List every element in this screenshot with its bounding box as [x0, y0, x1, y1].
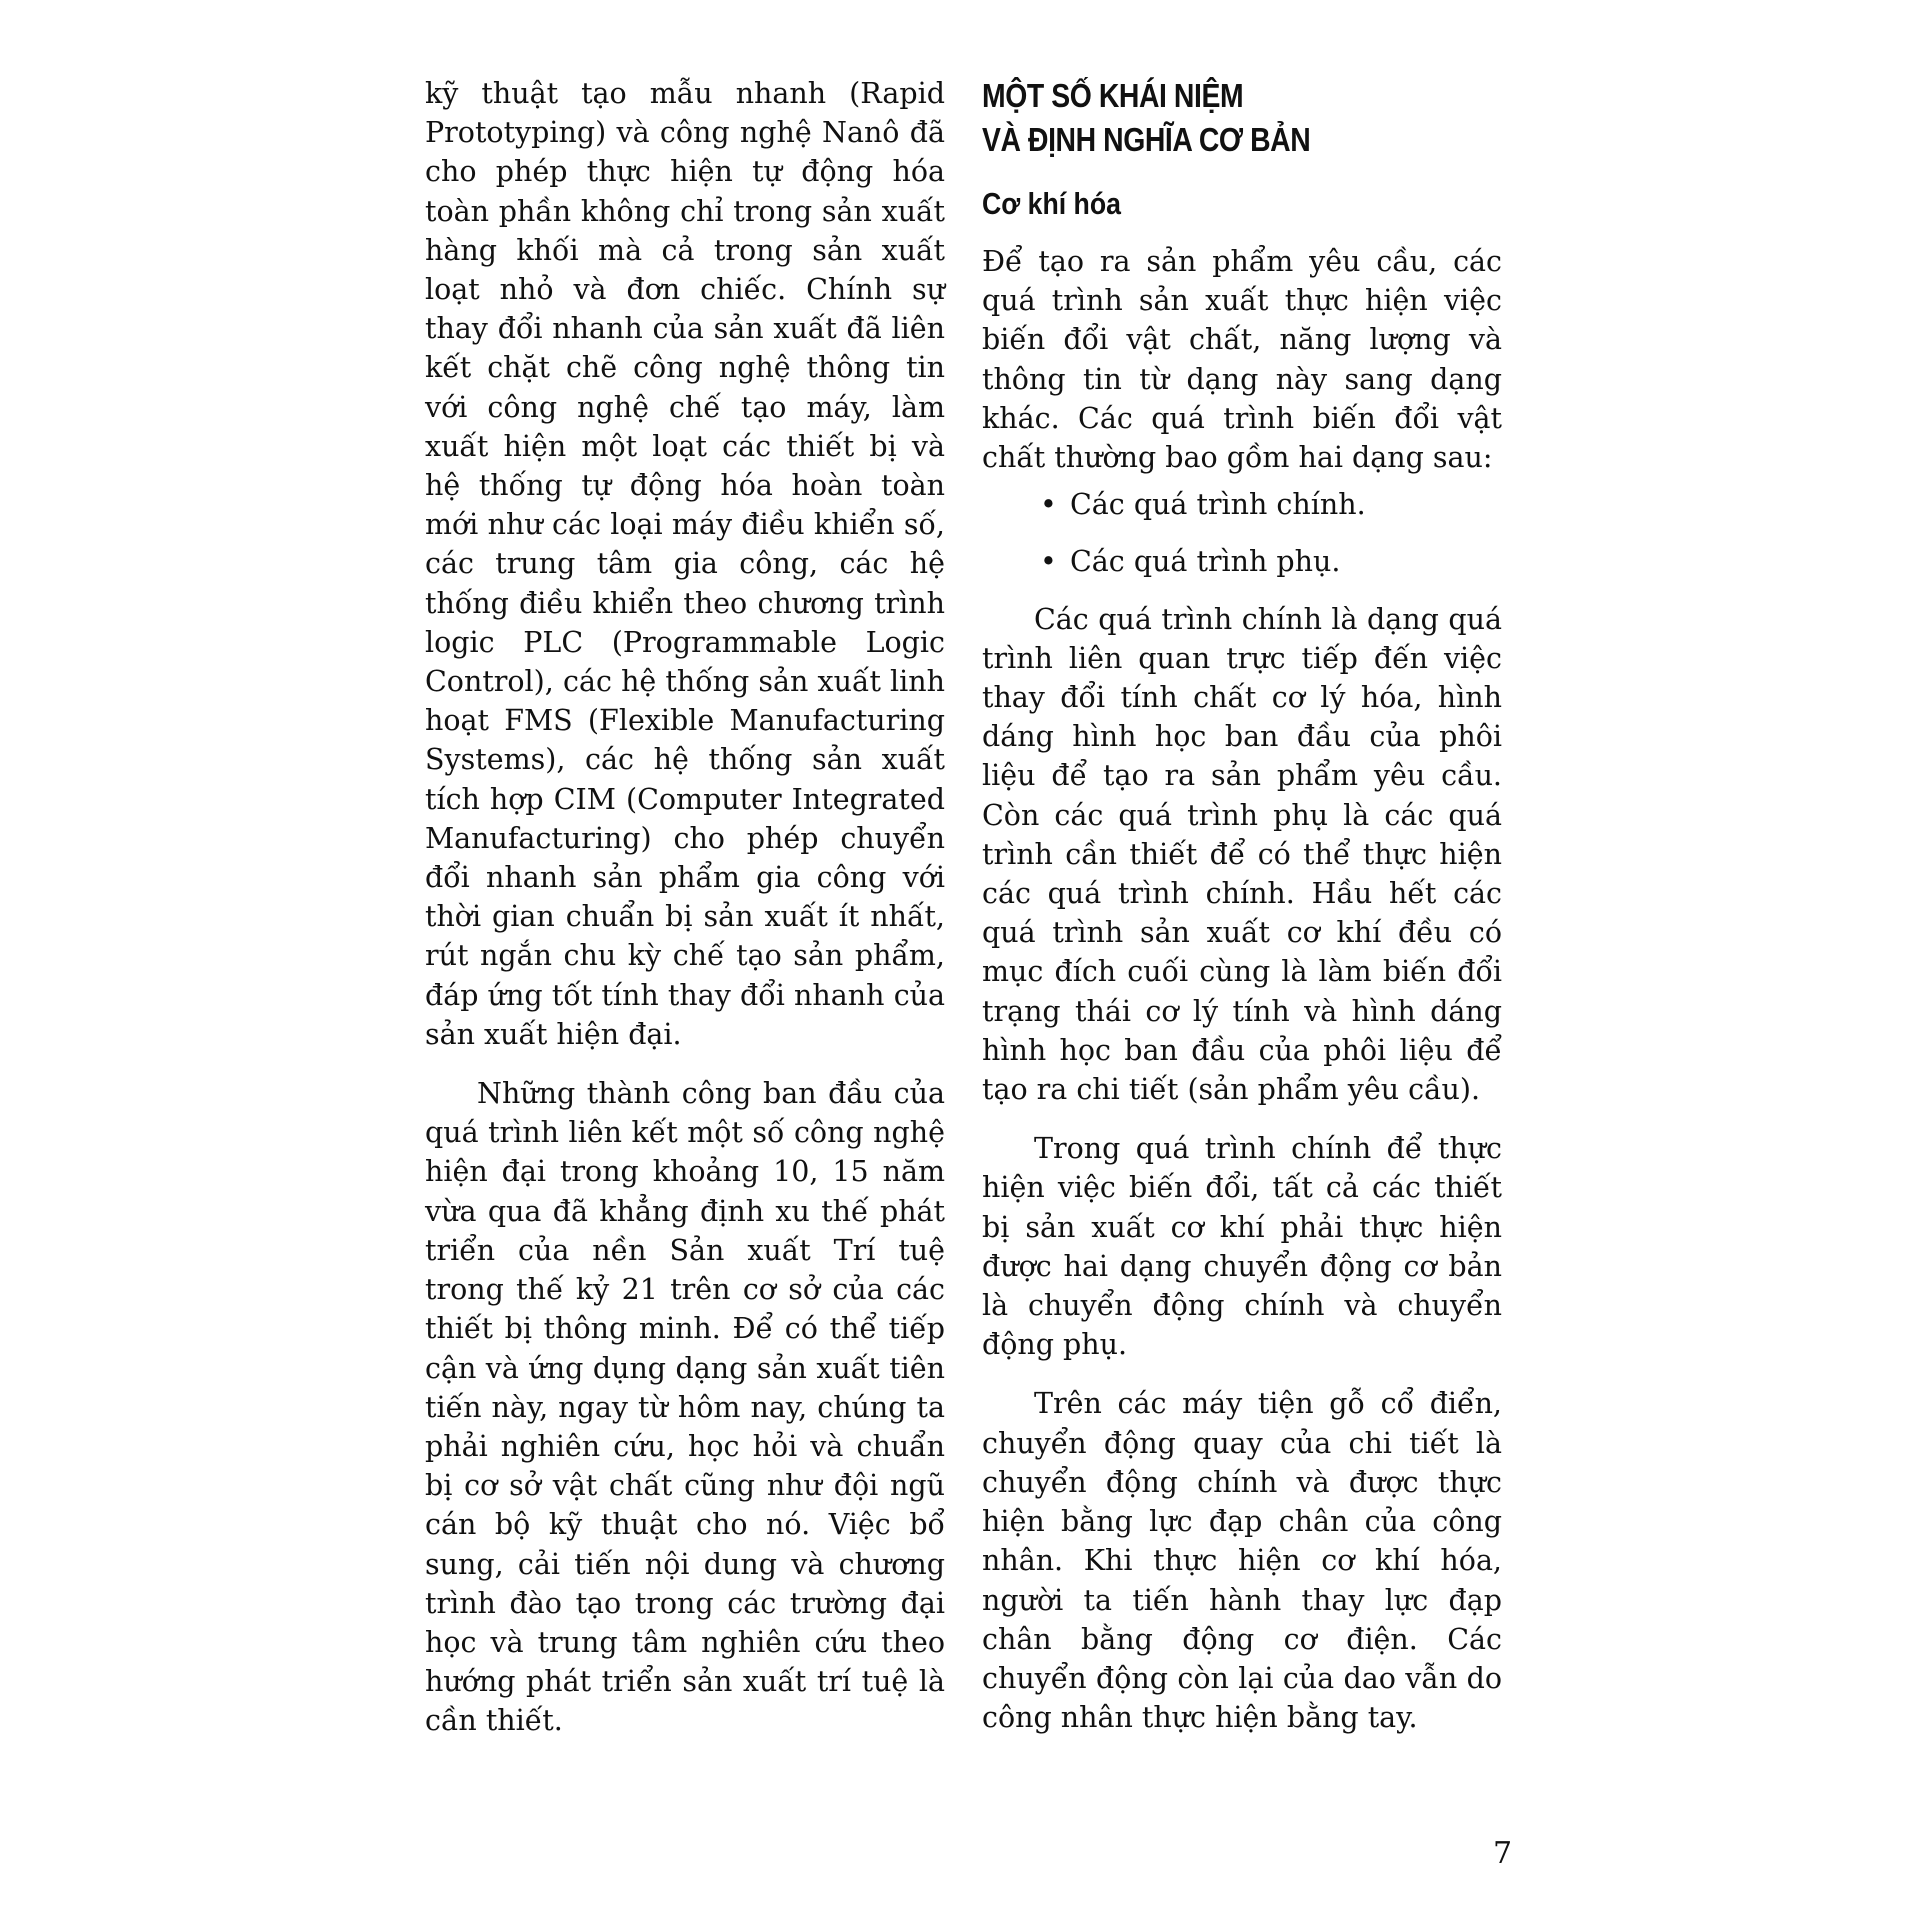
section-heading-line-1: MỘT SỐ KHÁI NIỆM — [982, 77, 1244, 114]
list-item-text: Các quá trình phụ. — [1070, 545, 1341, 579]
left-paragraph-1: kỹ thuật tạo mẫu nhanh (Rapid Prototyping) và công nghệ Nanô đã cho phép thực hiện tự động hóa toàn phần không chỉ trong sản xuất hàng khối mà cả trong sản xuất loạt nhỏ và đơn chiếc. Chính sự thay đổi nhanh của sản xuất đã liên kết chặt chẽ công nghệ thông tin với công nghệ chế tạo máy, làm xuất hiện một loạt các thiết bị và hệ thống tự động hóa hoàn toàn mới như các loại máy điều khiển số, các trung tâm gia công, các hệ thống điều khiển theo chương trình logic PLC (Programmable Logic Control), các hệ thống sản xuất linh hoạt FMS (Flexible Manufacturing Systems), các hệ thống sản xuất tích hợp CIM (Computer Integrated Manufacturing) cho phép chuyển đổi nhanh sản phẩm gia công với thời gian chuẩn bị sản xuất ít nhất, rút ngắn chu kỳ chế tạo sản phẩm, đáp ứng tốt tính thay đổi nhanh của sản xuất hiện đại. — [425, 77, 945, 1051]
bullet-icon: • — [1040, 488, 1057, 522]
bullet-icon: • — [1040, 545, 1057, 579]
left-paragraph-2: Những thành công ban đầu của quá trình liên kết một số công nghệ hiện đại trong khoảng 10, 15 năm vừa qua đã khẳng định xu thế phát triển của nền Sản xuất Trí tuệ trong thế kỷ 21 trên cơ sở của các thiết bị thông minh. Để có thể tiếp cận và ứng dụng dạng sản xuất tiên tiến này, ngay từ hôm nay, chúng ta phải nghiên cứu, học hỏi và chuẩn bị cơ sở vật chất cũng như đội ngũ cán bộ kỹ thuật cho nó. Việc bổ sung, cải tiến nội dung và chương trình đào tạo trong các trường đại học và trung tâm nghiên cứu theo hướng phát triển sản xuất trí tuệ là cần thiết. — [425, 1077, 945, 1738]
right-paragraph-1: Để tạo ra sản phẩm yêu cầu, các quá trình sản xuất thực hiện việc biến đổi vật chất, năng lượng và thông tin từ dạng này sang dạng khác. Các quá trình biến đổi vật chất thường bao gồm hai dạng sau: — [982, 245, 1502, 475]
left-column — [425, 74, 945, 1741]
section-heading-line-2: VÀ ĐỊNH NGHĨA CƠ BẢN — [982, 121, 1311, 158]
page-number: 7 — [1493, 1836, 1513, 1871]
list-item — [982, 542, 1502, 581]
list-item — [982, 485, 1502, 524]
right-column — [982, 74, 1502, 1737]
process-bullet-list — [982, 485, 1502, 581]
list-item-text: Các quá trình chính. — [1070, 488, 1366, 522]
right-paragraph-3: Trong quá trình chính để thực hiện việc biến đổi, tất cả các thiết bị sản xuất cơ khí phải thực hiện được hai dạng chuyển động cơ bản là chuyển động chính và chuyển động phụ. — [982, 1132, 1502, 1362]
subsection-heading: Cơ khí hóa — [982, 186, 1121, 221]
right-paragraph-4: Trên các máy tiện gỗ cổ điển, chuyển động quay của chi tiết là chuyển động chính và được thực hiện bằng lực đạp chân của công nhân. Khi thực hiện cơ khí hóa, người ta tiến hành thay lực đạp chân bằng động cơ điện. Các chuyển động còn lại của dao vẫn do công nhân thực hiện bằng tay. — [982, 1387, 1502, 1735]
section-heading — [982, 74, 1502, 162]
right-paragraph-2: Các quá trình chính là dạng quá trình liên quan trực tiếp đến việc thay đổi tính chất cơ lý hóa, hình dáng hình học ban đầu của phôi liệu để tạo ra sản phẩm yêu cầu. Còn các quá trình phụ là các quá trình cần thiết để có thể thực hiện các quá trình chính. Hầu hết các quá trình sản xuất cơ khí đều có mục đích cuối cùng là làm biến đổi trạng thái cơ lý tính và hình dáng hình học ban đầu của phôi liệu để tạo ra chi tiết (sản phẩm yêu cầu). — [982, 602, 1502, 1107]
